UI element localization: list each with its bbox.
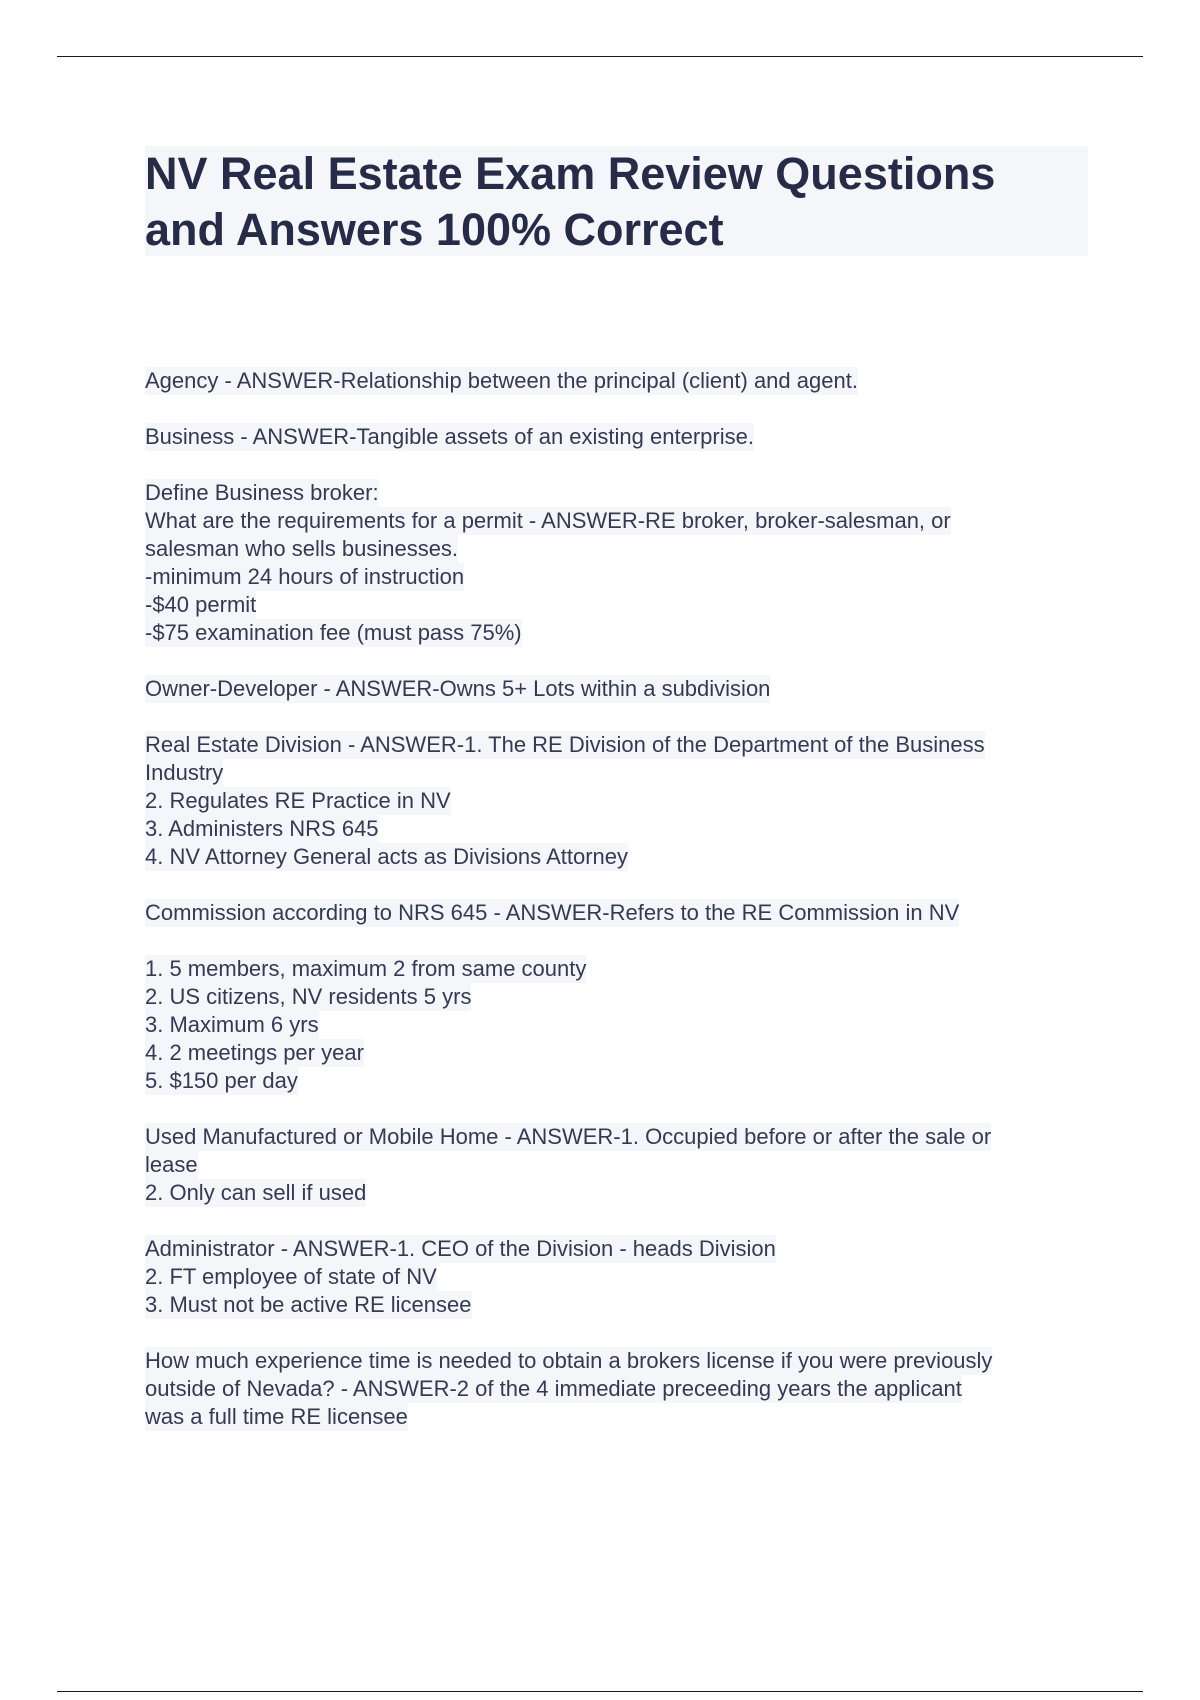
qa-line: salesman who sells businesses. [145, 536, 459, 561]
qa-line: Owner-Developer - ANSWER-Owns 5+ Lots within a subdivision [145, 676, 771, 701]
bottom-rule [57, 1691, 1143, 1692]
qa-line: Business - ANSWER-Tangible assets of an existing enterprise. [145, 424, 754, 449]
title-line-2: and Answers 100% Correct [145, 204, 724, 255]
top-rule [57, 56, 1143, 57]
qa-line: -$40 permit [145, 592, 257, 617]
qa-line: -$75 examination fee (must pass 75%) [145, 620, 522, 645]
qa-entry [145, 1235, 1090, 1319]
qa-line: 4. NV Attorney General acts as Divisions Attorney [145, 844, 629, 869]
qa-entry [145, 367, 1090, 395]
qa-line: Real Estate Division - ANSWER-1. The RE Division of the Department of the Business [145, 732, 985, 757]
qa-line: 3. Administers NRS 645 [145, 816, 379, 841]
qa-entry [145, 1347, 1090, 1431]
qa-line: was a full time RE licensee [145, 1404, 408, 1429]
qa-line: 3. Maximum 6 yrs [145, 1012, 319, 1037]
qa-entry [145, 955, 1090, 1095]
qa-line: outside of Nevada? - ANSWER-2 of the 4 immediate preceeding years the applicant [145, 1376, 962, 1401]
qa-entry [145, 731, 1090, 871]
qa-line: How much experience time is needed to obtain a brokers license if you were previously [145, 1348, 993, 1373]
qa-line: 2. FT employee of state of NV [145, 1264, 437, 1289]
title-line-1: NV Real Estate Exam Review Questions [145, 148, 996, 199]
qa-line: -minimum 24 hours of instruction [145, 564, 465, 589]
qa-line: 4. 2 meetings per year [145, 1040, 364, 1065]
qa-line: lease [145, 1152, 198, 1177]
qa-line: 2. US citizens, NV residents 5 yrs [145, 984, 472, 1009]
qa-line: Administrator - ANSWER-1. CEO of the Division - heads Division [145, 1236, 776, 1261]
qa-line: 5. $150 per day [145, 1068, 298, 1093]
qa-line: 2. Only can sell if used [145, 1180, 367, 1205]
qa-entry [145, 423, 1090, 451]
qa-line: Agency - ANSWER-Relationship between the principal (client) and agent. [145, 368, 858, 393]
qa-entry [145, 899, 1090, 927]
qa-entry [145, 675, 1090, 703]
qa-line: What are the requirements for a permit - ANSWER-RE broker, broker-salesman, or [145, 508, 951, 533]
qa-line: 3. Must not be active RE licensee [145, 1292, 472, 1317]
qa-list [145, 367, 1090, 1459]
qa-line: Used Manufactured or Mobile Home - ANSWER-1. Occupied before or after the sale or [145, 1124, 992, 1149]
qa-line: Industry [145, 760, 224, 785]
qa-line: Commission according to NRS 645 - ANSWER-Refers to the RE Commission in NV [145, 900, 960, 925]
qa-line: 2. Regulates RE Practice in NV [145, 788, 451, 813]
qa-entry [145, 1123, 1090, 1207]
qa-entry [145, 479, 1090, 647]
document-title [145, 146, 1088, 258]
qa-line: Define Business broker: [145, 480, 379, 505]
qa-line: 1. 5 members, maximum 2 from same county [145, 956, 587, 981]
